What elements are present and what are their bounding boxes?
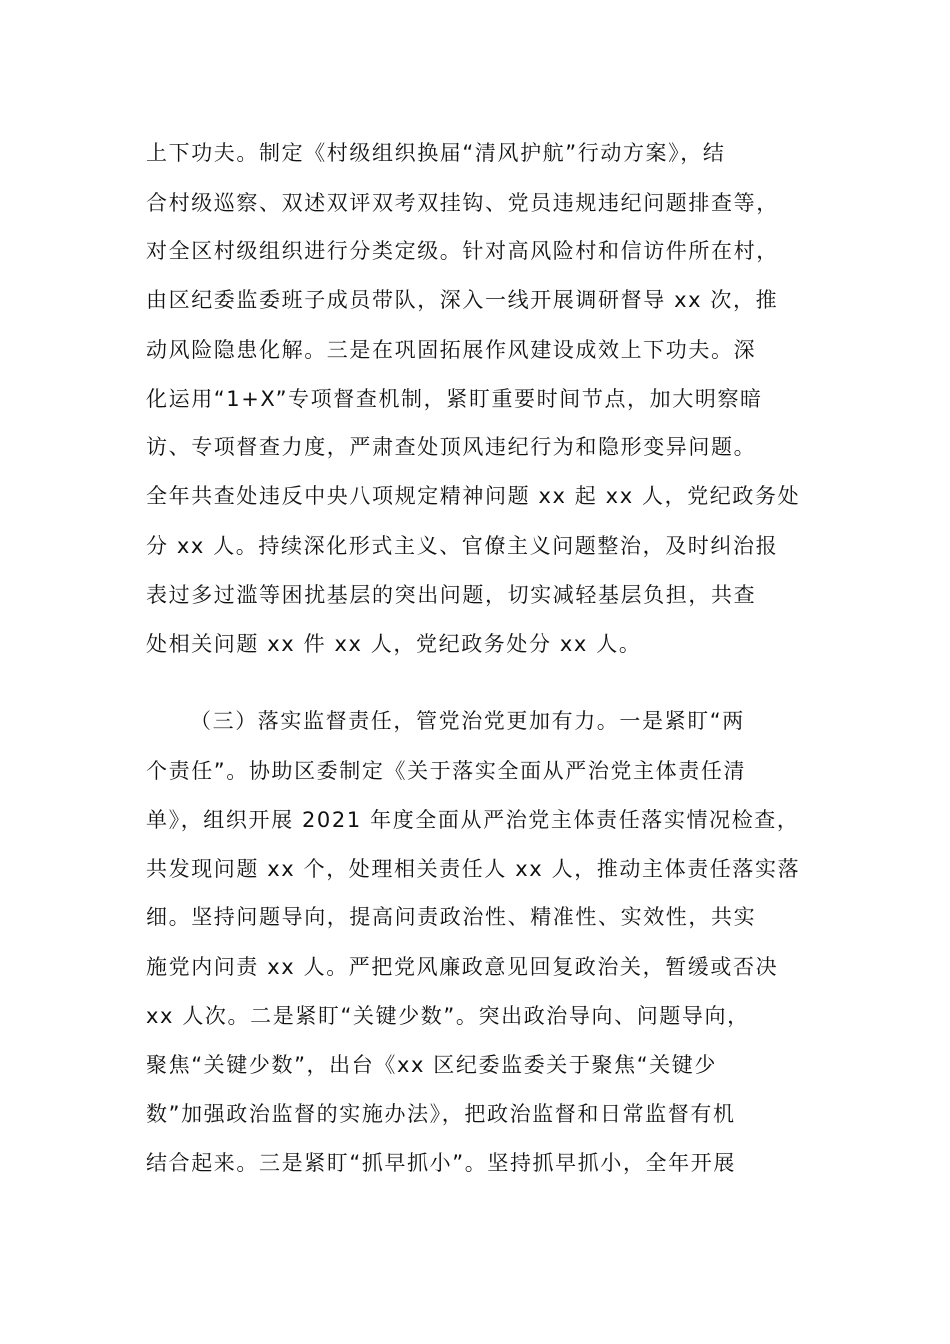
- text-line: 细。坚持问题导向，提高问责政治性、精准性、实效性，共实: [146, 905, 757, 929]
- text-line: 聚焦“关键少数”，出台《xx 区纪委监委关于聚焦“关键少: [146, 1053, 717, 1077]
- text-line: 单》，组织开展 2021 年度全面从严治党主体责任落实情况检查，: [146, 808, 800, 832]
- text-line: 由区纪委监委班子成员带队，深入一线开展调研督导 xx 次，推: [146, 288, 779, 312]
- text-line: 表过多过滥等困扰基层的突出问题，切实减轻基层负担，共查: [146, 583, 757, 607]
- text-line: 合村级巡察、双述双评双考双挂钩、党员违规违纪问题排查等，: [146, 191, 779, 215]
- text-line: 结合起来。三是紧盯“抓早抓小”。坚持抓早抓小，全年开展: [146, 1151, 736, 1175]
- text-line: 处相关问题 xx 件 xx 人，党纪政务处分 xx 人。: [146, 632, 642, 656]
- text-line: xx 人次。二是紧盯“关键少数”。突出政治导向、问题导向，: [146, 1004, 750, 1028]
- text-line: 施党内问责 xx 人。严把党风廉政意见回复政治关，暂缓或否决: [146, 955, 779, 979]
- text-line: 对全区村级组织进行分类定级。针对高风险村和信访件所在村，: [146, 239, 779, 263]
- text-line: 上下功夫。制定《村级组织换届“清风护航”行动方案》，结: [146, 141, 726, 165]
- text-line: （三）落实监督责任，管党治党更加有力。一是紧盯“两: [190, 709, 745, 733]
- text-line: 个责任”。协助区委制定《关于落实全面从严治党主体责任清: [146, 759, 747, 783]
- text-line: 数”加强政治监督的实施办法》，把政治监督和日常监督有机: [146, 1102, 736, 1126]
- text-line: 全年共查处违反中央八项规定精神问题 xx 起 xx 人，党纪政务处: [146, 484, 801, 508]
- text-line: 分 xx 人。持续深化形式主义、官僚主义问题整治，及时纠治报: [146, 534, 779, 558]
- text-line: 共发现问题 xx 个，处理相关责任人 xx 人，推动主体责任落实落: [146, 857, 801, 881]
- text-line: 访、专项督查力度，严肃查处顶风违纪行为和隐形变异问题。: [146, 435, 757, 459]
- text-line: 化运用“1+X”专项督查机制，紧盯重要时间节点，加大明察暗: [146, 387, 763, 411]
- text-line: 动风险隐患化解。三是在巩固拓展作风建设成效上下功夫。深: [146, 338, 757, 362]
